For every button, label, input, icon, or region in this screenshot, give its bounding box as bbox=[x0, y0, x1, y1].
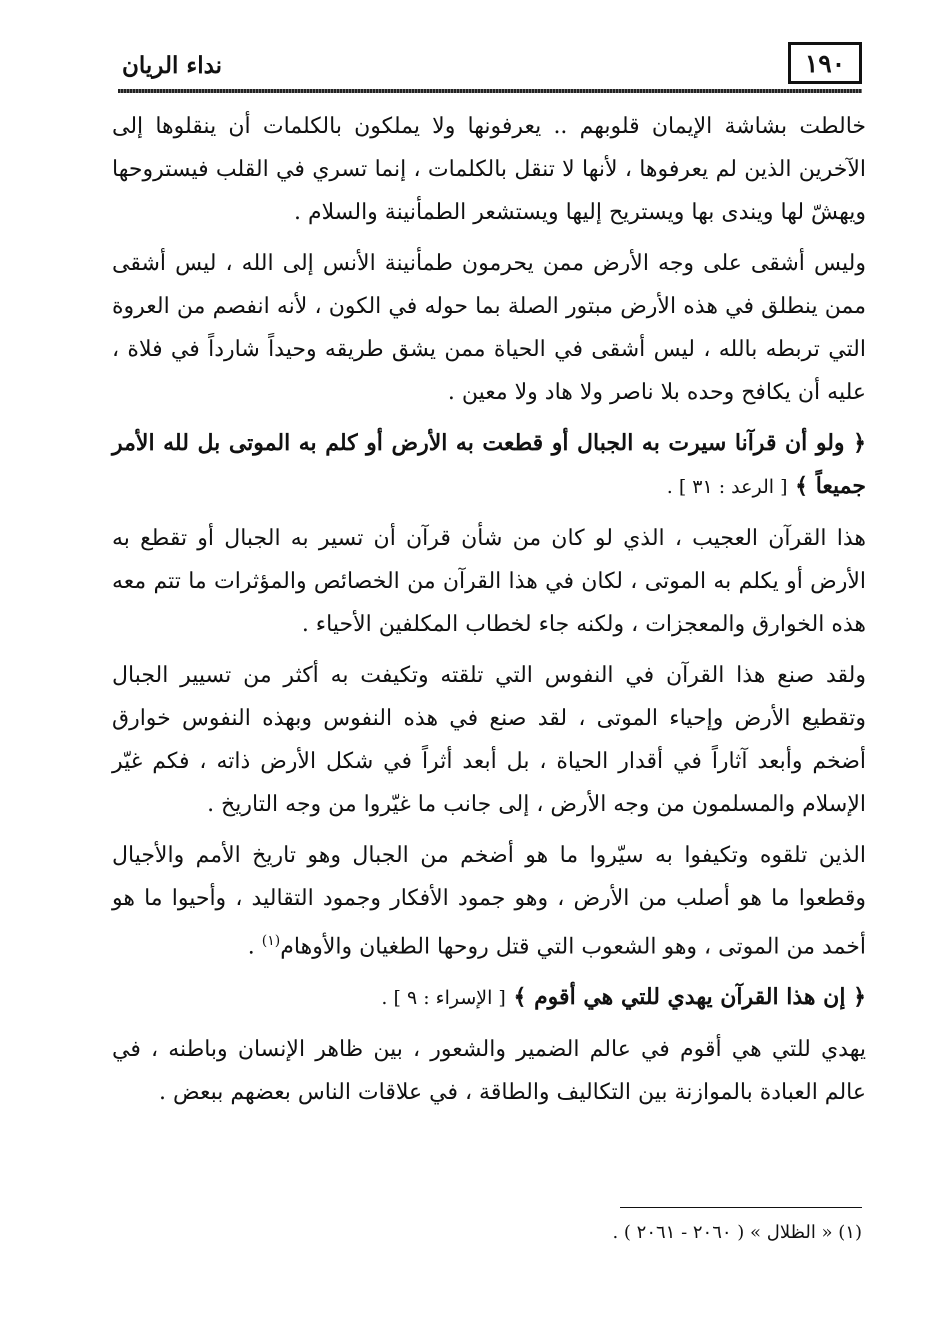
page-body bbox=[112, 105, 866, 1122]
footnote-divider bbox=[620, 1207, 862, 1208]
quran-verse-2-text: ﴿ إن هذا القرآن يهدي للتي هي أقوم ﴾ bbox=[513, 984, 866, 1011]
paragraph-1: خالطت بشاشة الإيمان قلوبهم .. يعرفونها ولا يملكون بالكلمات أن ينقلوها إلى الآخرين الذين لم يعرفوها ، لأنها لا تنقل بالكلمات ، إنما تسري في القلب فيستروحها ويهشّ لها ويندى بها ويستريح إليها ويستشعر الطمأنينة والسلام . bbox=[112, 114, 866, 225]
quran-verse-2-reference: [ الإسراء : ٩ ] . bbox=[381, 987, 506, 1010]
footnote-marker: (١) bbox=[261, 933, 281, 949]
header-divider bbox=[118, 89, 862, 93]
quran-verse-1-reference: [ الرعد : ٣١ ] . bbox=[666, 476, 788, 498]
paragraph-2: وليس أشقى على وجه الأرض ممن يحرمون طمأنينة الأنس إلى الله ، ليس أشقى ممن ينطلق في هذه الأرض مبتور الصلة بما حوله في الكون ، لأنه انفصم من العروة التي تربطه بالله ، ليس أشقى في الحياة ممن يشق طريقه وحيداً شارداً في فلاة ، عليه أن يكافح وحده بلا ناصر ولا هاد ولا معين . bbox=[112, 251, 866, 405]
page-header bbox=[118, 38, 862, 90]
quran-verse-1-text: ﴿ ولو أن قرآنا سيرت به الجبال أو قطعت به الأرض أو كلم به الموتى بل لله الأمر جميعاً ﴾ bbox=[112, 430, 866, 499]
paragraph-5-text: الذين تلقوه وتكيفوا به سيّروا ما هو أضخم من الجبال وهو تاريخ الأمم والأجيال وقطعوا ما هو أصلب من الأرض ، وهو جمود الأفكار وجمود التقاليد ، وأحيوا ما هو أخمد من الموتى ، وهو الشعوب التي قتل روحها الطغيان والأوهام bbox=[112, 843, 866, 960]
quran-verse-2 bbox=[112, 976, 866, 1020]
paragraph-5-end: . bbox=[247, 934, 262, 960]
page-number: ١٩٠ bbox=[788, 42, 862, 84]
paragraph-3: هذا القرآن العجيب ، الذي لو كان من شأن قرآن أن تسير به الجبال أو تقطع به الأرض أو يكلم به الموتى ، لكان في هذا القرآن من الخصائص والمؤثرات ما تتم معه هذه الخوارق والمعجزات ، ولكنه جاء لخطاب المكلفين الأحياء . bbox=[112, 526, 866, 637]
quran-verse-1 bbox=[112, 422, 866, 509]
paragraph-5 bbox=[112, 834, 866, 968]
running-title: نداء الريان bbox=[122, 52, 223, 79]
paragraph-4: ولقد صنع هذا القرآن في النفوس التي تلقته وتكيفت به أكثر من تسيير الجبال وتقطيع الأرض وإحياء الموتى ، لقد صنع في هذه النفوس وبهذه النفوس خوارق أضخم وأبعد آثاراً في أقدار الحياة ، بل أبعد أثراً في شكل الأرض ذاته ، فكم غيّر الإسلام والمسلمون من وجه الأرض ، إلى جانب ما غيّروا من وجه التاريخ . bbox=[112, 663, 866, 817]
paragraph-6: يهدي للتي هي أقوم في عالم الضمير والشعور ، بين ظاهر الإنسان وباطنه ، في عالم العبادة بالموازنة بين التكاليف والطاقة ، في علاقات الناس بعضهم ببعض . bbox=[112, 1037, 866, 1106]
footnote: (١) « الظلال » ( ٢٠٦٠ - ٢٠٦١ ) . bbox=[612, 1222, 862, 1243]
